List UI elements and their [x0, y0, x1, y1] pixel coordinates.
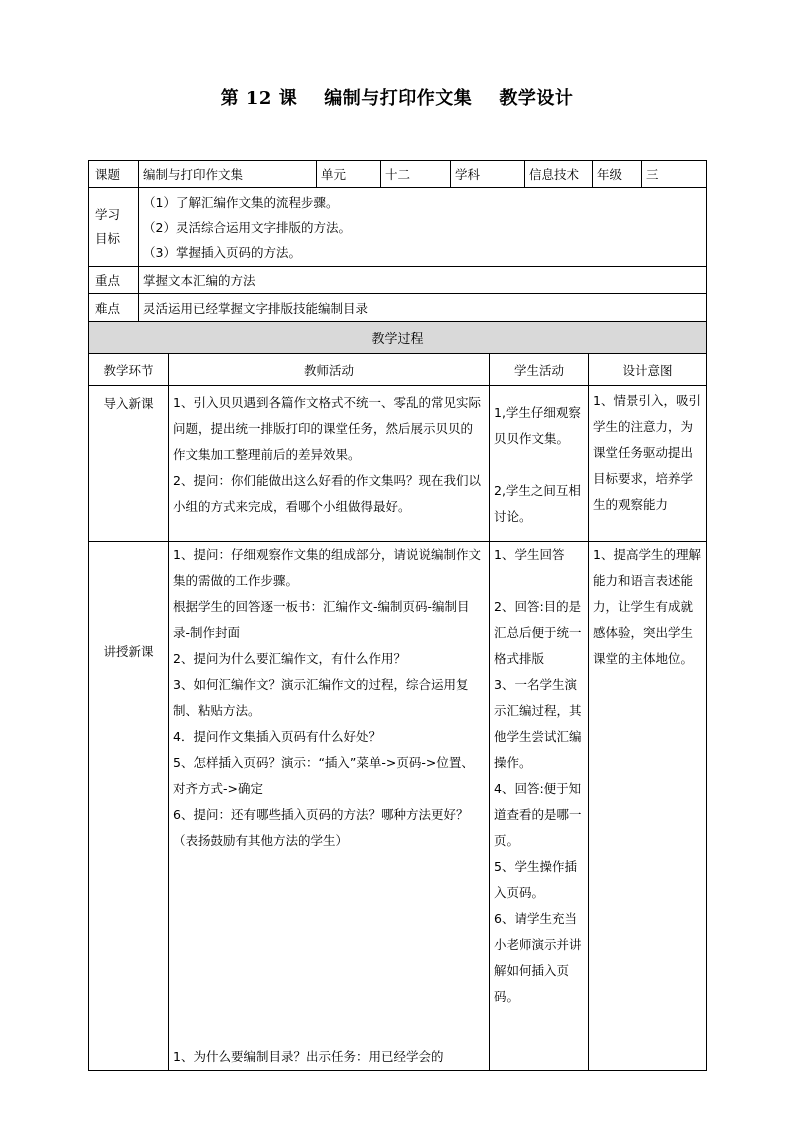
intent-cell: [589, 386, 707, 542]
design-intent: 1、提高学生的理解能力和语言表述能力，让学生有成就感体验，突出学生课堂的主体地位。: [593, 547, 701, 666]
nianji-value: 三: [642, 161, 707, 188]
teacher-activity: 6、提问：还有哪些插入页码的方法？哪种方法更好？: [173, 807, 469, 822]
teacher-activity: 1、引入贝贝遇到各篇作文格式不统一、零乱的常见实际问题，提出统一排版打印的课堂任务，然后展示贝贝的作文集加工整理前后的差异效果。: [173, 395, 481, 462]
student-activity: 2,学生之间互相讨论。: [494, 483, 581, 524]
student-activity: 1、学生回答: [494, 547, 565, 562]
student-activity: 2、回答:目的是汇总后便于统一格式排版: [494, 599, 582, 666]
teaching-process-table: [88, 321, 707, 1071]
danyuan-value: 十二: [381, 161, 451, 188]
stage-cell: 导入新课: [89, 386, 169, 542]
danyuan-label: 单元: [317, 161, 381, 188]
student-cell: [490, 542, 589, 1071]
objective-item: （2）灵活综合运用文字排版的方法。: [143, 219, 351, 235]
design-intent: 1、情景引入，吸引学生的注意力，为课堂任务驱动提出目标要求，培养学生的观察能力: [593, 393, 701, 512]
learning-objectives: [139, 188, 707, 267]
col-header-intent: 设计意图: [589, 354, 707, 386]
teacher-activity: 5、怎样插入页码？演示：“插入”菜单->页码->位置、对齐方式->确定: [173, 755, 474, 796]
student-activity: 6、请学生充当小老师演示并讲解如何插入页码。: [494, 911, 582, 1004]
nianji-label: 年级: [593, 161, 642, 188]
col-header-stage: 教学环节: [89, 354, 169, 386]
student-activity: 5、学生操作插入页码。: [494, 859, 577, 900]
teacher-activity: （表扬鼓励有其他方法的学生）: [173, 833, 349, 848]
col-header-teacher: 教师活动: [169, 354, 490, 386]
student-activity: 1,学生仔细观察贝贝作文集。: [494, 405, 581, 446]
table-row: [89, 542, 707, 1071]
zhongdian-value: 掌握文本汇编的方法: [139, 267, 707, 294]
zhongdian-label: 重点: [89, 267, 139, 294]
objective-item: （1）了解汇编作文集的流程步骤。: [143, 194, 339, 210]
student-activity: 4、回答:便于知道查看的是哪一页。: [494, 781, 582, 848]
teacher-activity: 1、提问：仔细观察作文集的组成部分，请说说编制作文集的需做的工作步骤。: [173, 547, 481, 588]
process-header: 教学过程: [89, 322, 707, 354]
xueke-value: 信息技术: [525, 161, 593, 188]
teacher-activity: 2、提问为什么要汇编作文，有什么作用？: [173, 651, 406, 666]
student-activity: 3、一名学生演示汇编过程，其他学生尝试汇编操作。: [494, 677, 582, 770]
teacher-activity: 根据学生的回答逐一板书：汇编作文-编制页码-编制目录-制作封面: [173, 599, 470, 640]
teacher-cell: [169, 542, 490, 1071]
xueke-label: 学科: [451, 161, 525, 188]
nandian-value: 灵活运用已经掌握文字排版技能编制目录: [139, 294, 707, 322]
keti-value: 编制与打印作文集: [139, 161, 317, 188]
table-row: [89, 386, 707, 542]
mubiao-label: 学习 目标: [89, 188, 139, 267]
nandian-label: 难点: [89, 294, 139, 322]
page-title: 第 12 课 编制与打印作文集 教学设计: [220, 88, 574, 109]
teacher-activity: 1、为什么要编制目录？出示任务：用已经学会的: [173, 1049, 444, 1064]
student-cell: [490, 386, 589, 542]
teacher-activity: 2、提问：你们能做出这么好看的作文集吗？现在我们以小组的方式来完成，看哪个小组做得最好。: [173, 473, 481, 514]
objective-item: （3）掌握插入页码的方法。: [143, 244, 301, 260]
col-header-student: 学生活动: [490, 354, 589, 386]
teacher-cell: [169, 386, 490, 542]
teacher-activity: 3、如何汇编作文？演示汇编作文的过程，综合运用复制、粘贴方法。: [173, 677, 469, 718]
stage-cell: 讲授新课: [89, 542, 169, 1071]
intent-cell: [589, 542, 707, 1071]
teacher-activity: 4．提问作文集插入页码有什么好处？: [173, 729, 381, 744]
lesson-info-table: [88, 160, 707, 322]
keti-label: 课题: [89, 161, 139, 188]
